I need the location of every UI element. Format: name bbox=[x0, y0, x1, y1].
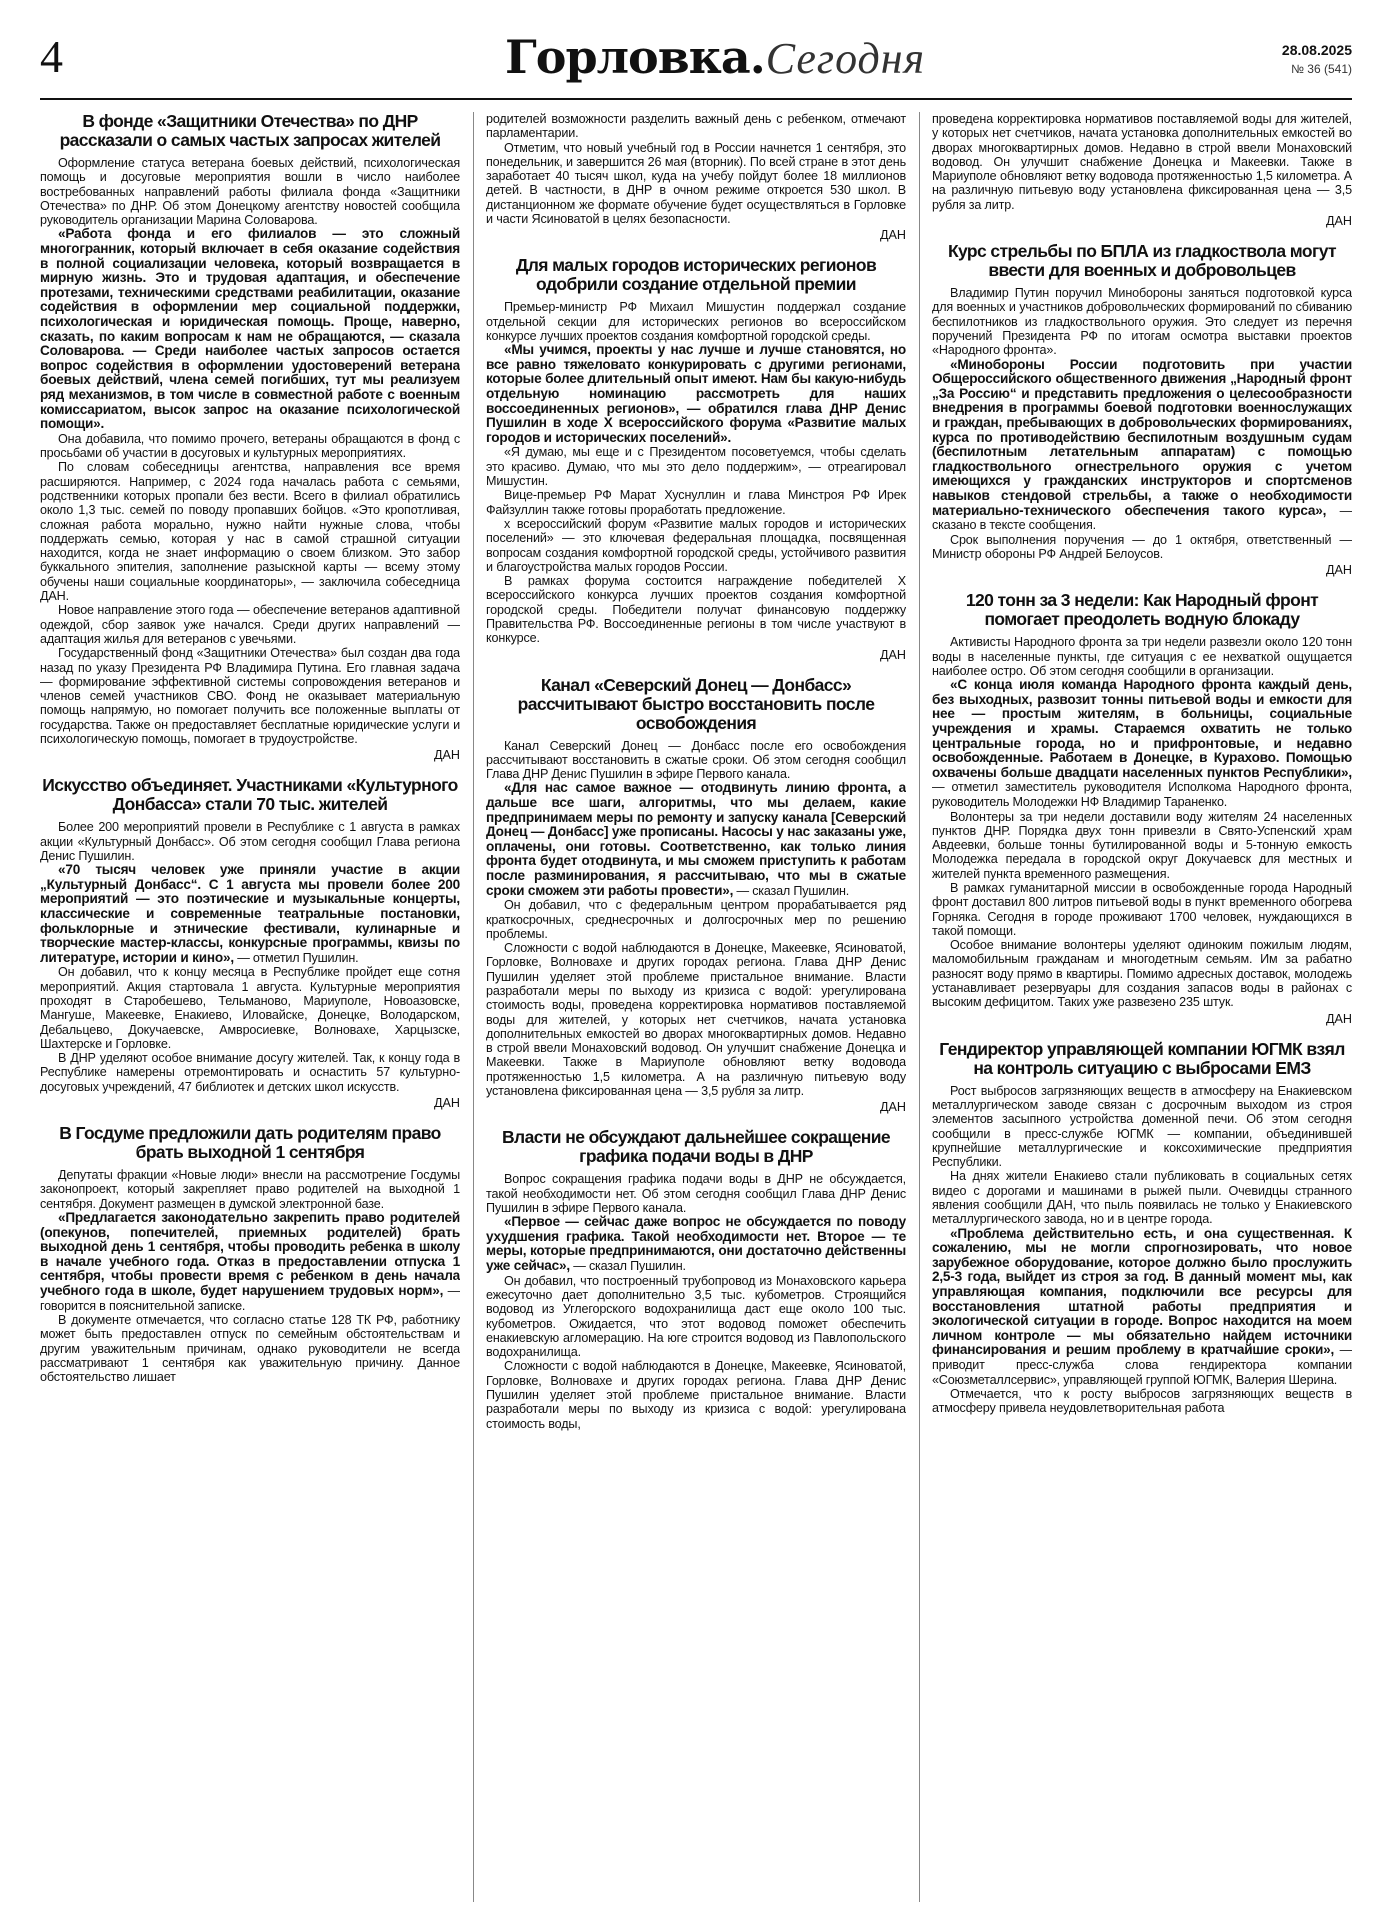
paragraph: Вице-премьер РФ Марат Хуснуллин и глава Минстроя РФ Ирек Файзуллин также готовы проработать предложение. bbox=[486, 488, 906, 517]
source-tag: ДАН bbox=[879, 228, 906, 243]
source-tag: ДАН bbox=[1325, 563, 1352, 578]
paragraph: родителей возможности разделить важный день с ребенком, отмечают парламентарии. bbox=[486, 112, 906, 141]
article-veterans-fund bbox=[40, 112, 460, 762]
paragraph: проведена корректировка нормативов поставляемой воды для жителей, у которых нет счетчиков, начата установка дополнительных емкостей во дворах многоквартирных домов. Недавно в строй ввели Монаховский водовод. Он улучшит снабжение Донецка и Макеевки. Также в Мариуполе обновляют ветку водовода протяженностью 1,5 километра. А на различную питьевую воду установлена фиксированная цена — 3,5 рубля за литр. bbox=[932, 112, 1352, 212]
quote-text: «Для нас самое важное — отодвинуть линию фронта, а дальше все шаги, алгоритмы, что мы делаем, какие предпринимаем меры по ремонту и запуску канала [Северский Донец — Донбасс] уже прописаны. Насосы у нас заказаны уже, оплачены, они готовы. Соответственно, как только линия фронта будет отодвинута, и мы сможем приступить к работам после разминирования, я рассчитываю, что мы в сжатые сроки сможем эти работы провести», bbox=[486, 780, 906, 898]
paragraph: Новое направление этого года — обеспечение ветеранов адаптивной одеждой, сбор заявок уже начался. Среди других направлений — адаптация жилья для ветеранов с увечьями. bbox=[40, 603, 460, 646]
title-main: Горловка bbox=[505, 30, 750, 84]
paragraph: Он добавил, что к концу месяца в Республике пройдет еще сотня мероприятий. Акция стартовала 1 августа. Культурные мероприятия проходят в Старобешево, Тельманово, Мариуполе, Новоазовске, Мангуше, Макеевке, Енакиево, Иловайске, Донецке, Володарском, Дебальцево, Докучаевске, Амвросиевке, Волновахе, Харцызске, Шахтерске и Горловке. bbox=[40, 965, 460, 1051]
title-dot: . bbox=[749, 30, 766, 84]
quote-text: «Минобороны России подготовить при участии Общероссийского общественного движения „Народный фронт „За Россию“ и представить предложения о целесообразности внедрения в программы боевой подготовки военнослужащих и граждан, пребывающих в добровольческих формированиях, курса по противодействию беспилотным воздушным судам (беспилотным летательным аппаратам) с помощью гладкоствольного огнестрельного оружия с учетом имеющихся у гражданских инструкторов и спортсменов навыков стендовой стрельбы, а также о необходимости материально-технического обеспечения такого курса», bbox=[932, 356, 1352, 518]
column-2 bbox=[486, 112, 906, 1902]
paragraph: «Я думаю, мы еще и с Президентом посоветуемся, чтобы сделать это красиво. Думаю, что мы это дело поддержим», — отреагировал Мишустин. bbox=[486, 445, 906, 489]
paragraph: В рамках гуманитарной миссии в освобожденные города Народный фронт доставил 800 литров питьевой воды в пункт временного обогрева Горняка. Сегодня в городе проживают 1700 человек, нуждающихся в такой помощи. bbox=[932, 881, 1352, 938]
quote-attribution: — говорится в пояснительной записке. bbox=[40, 1283, 460, 1313]
article-cultural-donbass bbox=[40, 776, 460, 1110]
quote-attribution: — отметил Пушилин. bbox=[233, 950, 359, 965]
source-tag: ДАН bbox=[433, 1096, 460, 1111]
paragraph: х всероссийский форум «Развитие малых городов и исторических поселений» — это ключевая федеральная площадка, посвященная вопросам создания комфортной городской среды, устойчивого развития и благоустройства малых городов России. bbox=[486, 516, 906, 574]
paragraph: В ДНР уделяют особое внимание досугу жителей. Так, к концу года в Республике намерены отремонтировать и оснастить 57 культурно-досуговых учреждений, 47 библиотек и детских школ искусств. bbox=[40, 1051, 460, 1094]
quote bbox=[40, 863, 460, 965]
masthead-rule bbox=[40, 98, 1352, 100]
article-title: Власти не обсуждают дальнейшее сокращение графика подачи воды в ДНР bbox=[502, 1127, 890, 1167]
article-water-delivery bbox=[932, 591, 1352, 1025]
article-title: Гендиректор управляющей компании ЮГМК взял на контроль ситуацию с выбросами ЕМЗ bbox=[939, 1038, 1345, 1078]
paragraph: Отметим, что новый учебный год в России начнется 1 сентября, это понедельник, и завершится 26 мая (вторник). По всей стране в этот день заработает 40 тысяч школ, куда на учебу пойдут более 18 миллионов детей. В частности, в ДНР в очном режиме откроется 530 школ. В дистанционном же формате обучение будет осуществляться в Горловке и части Ясиноватой в целях безопасности. bbox=[486, 140, 906, 227]
paragraph: Волонтеры за три недели доставили воду жителям 24 населенных пунктов ДНР. Порядка двух тонн привезли в Свято-Успенский храм Авдеевки, больше тонны бутилированной воды и 5-тонную емкость Молодежка передала в городской округ Докучаевск для местных и жителей пункта временного размещения. bbox=[932, 809, 1352, 881]
column-3 bbox=[932, 112, 1352, 1902]
issue-date: 28.08.2025 bbox=[1281, 42, 1352, 58]
quote: «Работа фонда и его филиалов — это сложный многогранник, который включает в себя оказание содействия в полной социализации человека, который возвращается в мирную жизнь. Это и трудовая адаптация, и обеспечение протезами, техническими средствами реабилитации, оказание содействия в оформлении мер социальной поддержки, психологическая и юридическая помощь. Проще, наверно, сказать, по каким вопросам к нам не обращаются, — сказала Соловарова. — Среди наиболее частых запросов остается вопрос содействия в оформлении удостоверений ветерана боевых действий, члена семей погибших, тут мы реализуем ряд механизмов, в том числе в совместной работе с военным комиссариатом, высок запрос на оказание психологической помощи». bbox=[40, 226, 460, 432]
issue-number: № 36 (541) bbox=[1291, 62, 1352, 76]
article-columns bbox=[40, 112, 1352, 1902]
quote-attribution: — сказал Пушилин. bbox=[569, 1259, 686, 1274]
article-title: Искусство объединяет. Участниками «Культурного Донбасса» стали 70 тыс. жителей bbox=[42, 775, 458, 815]
article-continuation bbox=[486, 112, 906, 242]
newspaper-title bbox=[505, 30, 925, 84]
column-divider bbox=[473, 112, 474, 1902]
paragraph: Сложности с водой наблюдаются в Донецке, Макеевке, Ясиноватой, Горловке, Волновахе и других городах региона. Глава ДНР Денис Пушилин уделяет этой проблеме пристальное внимание. Власти разработали меры по выходу из кризиса с водой: урегулирована стоимость воды, bbox=[486, 1359, 906, 1431]
paragraph: Особое внимание волонтеры уделяют одиноким пожилым людям, маломобильным гражданам и многодетным семьям. Им за рабатно разносят воду прямо в квартиры. Помимо адресных доставок, молодежь устанавливает резервуары для создания запасов воды в районах с высоким дефицитом. Таких уже развезено 235 штук. bbox=[932, 938, 1352, 1010]
source-tag: ДАН bbox=[433, 748, 460, 763]
quote-text: «Предлагается законодательно закрепить право родителей (опекунов, попечителей, приемных родителей) брать выходной день 1 сентября, чтобы проводить ребенка в школу в начале учебного года. Отказ в предоставлении отпуска 1 сентября, чтобы провести время с ребенком в день начала учебного года в школе, будет нарушением трудовых норм», bbox=[40, 1209, 460, 1298]
article-duma-day-off bbox=[40, 1124, 460, 1385]
article-title: В Госдуме предложили дать родителям право брать выходной 1 сентября bbox=[59, 1123, 441, 1163]
article-ugmk-emissions bbox=[932, 1040, 1352, 1416]
quote-attribution: — отметил заместитель руководителя Исполкома Народного фронта, руководитель Молодежки НФ Владимир Тараненко. bbox=[932, 780, 1352, 809]
paragraph: Вопрос сокращения графика подачи воды в ДНР не обсуждается, такой необходимости нет. Об этом сегодня сообщил Глава ДНР Денис Пушилин в эфире Первого канала. bbox=[486, 1172, 906, 1215]
masthead bbox=[40, 28, 1352, 100]
paragraph: По словам собеседницы агентства, направления все время расширяются. Например, с 2024 года началась работа с семьями, родственники которых пропали без вести. Всего в филиал обратились около 1,3 тыс. семей по поводу пропавших бойцов. «Это кропотливая, сложная работа морально, нужно найти нужные слова, чтобы поддержать семью, которая у нас в самой страшной ситуации находится, когда не знает информацию о своем близком. Это забор буккального эпителия, заполнение разыскной карты — всему этому обучены наши социальные координаторы», — заключила собеседница ДАН. bbox=[40, 460, 460, 604]
paragraph: Сложности с водой наблюдаются в Донецке, Макеевке, Ясиноватой, Горловке, Волновахе и других городах региона. Глава ДНР Денис Пушилин уделяет этой проблеме пристальное внимание. Власти разработали меры по выходу из кризиса с водой: урегулирована стоимость воды, проведена корректировка нормативов поставляемой воды для жителей, у которых нет счетчиков, начата установка дополнительных емкостей во дворах многоквартирных домов. Недавно в строй ввели Монаховский водовод. Он улучшит снабжение Донецка и Макеевки. Также в Мариуполе обновляют ветку водовода протяженностью 1,5 километра. А на различную питьевую воду установлена фиксированная цена — 3,5 рубля за литр. bbox=[486, 941, 906, 1099]
source-tag: ДАН bbox=[879, 1100, 906, 1115]
source-tag: ДАН bbox=[879, 647, 906, 662]
article-title: В фонде «Защитники Отечества» по ДНР рассказали о самых частых запросах жителей bbox=[59, 112, 441, 150]
paragraph: Владимир Путин поручил Минобороны заняться подготовкой курса для военных и участников добровольческих формирований по сбиванию беспилотников из гладкоствольного оружия. Это следует из перечня поручений Президента РФ по итогам осмотра выставки проектов «Народного фронта». bbox=[932, 286, 1352, 358]
paragraph: Она добавила, что помимо прочего, ветераны обращаются в фонд с просьбами об участии в досуговых и культурных мероприятиях. bbox=[40, 431, 460, 461]
quote bbox=[932, 358, 1352, 533]
paragraph: Он добавил, что построенный трубопровод из Монаховского карьера ежесуточно дает дополнительно 3,5 тыс. кубометров. Строящийся водовод из Углегорского водохранилища даст еще около 100 тыс. кубометров. Ожидается, что этот водовод поможет обеспечить енакиевскую агломерацию. На юге строится водовод из Павлопольского водохранилища. bbox=[486, 1273, 906, 1360]
quote-attribution: — сказано в тексте сообщения. bbox=[932, 503, 1352, 533]
paragraph: В рамках форума состоится награждение победителей X всероссийского конкурса лучших проектов создания комфортной городской среды. Победители получат финансовую поддержку Правительства РФ. Воссоединенные регионы в том числе участвуют в конкурсе. bbox=[486, 574, 906, 646]
quote-text: «Проблема действительно есть, и она существенная. К сожалению, мы не могли спрогнозировать, что новое зарубежное оборудование, которое должно было прослужить 2,5-3 года, выйдет из строя за год. В данный момент мы, как управляющая компания, подключили все ресурсы для восстановления штатной работы предприятия и экологической ситуации в городе. Вопрос находится на моем личном контроле — мы обязательно найдем источники финансирования и решим проблему в кратчайшие сроки», bbox=[932, 1225, 1352, 1358]
quote-text: «С конца июля команда Народного фронта каждый день, без выходных, развозит тонны питьевой воды и емкости для нее — простым жителям, в больницы, социальные учреждения и храмы. Стараемся охватить не только центральные города, но и прифронтовые, и недавно освобожденные. Работаем в Донецке, в Курахово. Помощью охвачены больше двадцати населенных пунктов Республики», bbox=[932, 677, 1352, 780]
paragraph: Канал Северский Донец — Донбасс после его освобождения рассчитывают восстановить в сжатые сроки. Об этом сегодня сообщил Глава ДНР Денис Пушилин в эфире Первого канала. bbox=[486, 738, 906, 782]
title-sub: Сегодня bbox=[765, 34, 926, 83]
quote bbox=[486, 781, 906, 898]
quote bbox=[486, 1215, 906, 1273]
paragraph: Депутаты фракции «Новые люди» внесли на рассмотрение Госдумы законопроект, который закрепляет право родителей на выходной 1 сентября. Документ размещен в думской электронной базе. bbox=[40, 1168, 460, 1211]
paragraph: Рост выбросов загрязняющих веществ в атмосферу на Енакиевском металлургическом заводе связан с досрочным выходом из строя элементов засыпного устройства доменной печи. Об этом сегодня сообщили в пресс-службе ЮГМК — компании, объединившей крупнейшие металлургические и коксохимические предприятия Республики. bbox=[932, 1083, 1352, 1170]
paragraph: На днях жители Енакиево стали публиковать в социальных сетях видео с дорогами и машинами в рыжей пыли. Очевидцы странного явления сообщили ДАН, что пыль появилась не только у Енакиевского металлургического завода, но и в центре города. bbox=[932, 1169, 1352, 1227]
page-number: 4 bbox=[40, 31, 63, 82]
article-title: 120 тонн за 3 недели: Как Народный фронт помогает преодолеть водную блокаду bbox=[965, 590, 1319, 630]
paragraph: Более 200 мероприятий провели в Республике с 1 августа в рамках акции «Культурный Донбасс». Об этом сегодня сообщил Глава региона Денис Пушилин. bbox=[40, 820, 460, 863]
column-1 bbox=[40, 112, 460, 1902]
quote-attribution: — приводит пресс-служба слова гендиректора компании «Союзметаллсервис», управляющей группой ЮГМК, Валерия Шерина. bbox=[932, 1343, 1352, 1387]
article-title: Для малых городов исторических регионов одобрили создание отдельной премии bbox=[515, 255, 877, 295]
source-tag: ДАН bbox=[1325, 214, 1352, 229]
article-small-towns bbox=[486, 256, 906, 661]
article-water-schedule bbox=[486, 1128, 906, 1431]
quote-text: «70 тысяч человек уже приняли участие в акции „Культурный Донбасс“. С 1 августа мы провели более 200 мероприятий — это поэтические и музыкальные концерты, классические и современные театральные постановки, фольклорные и этнические фестивали, кулинарные и творческие мастер-классы, конкурсные программы, квизы по литературе, истории и кино», bbox=[40, 862, 460, 965]
source-tag: ДАН bbox=[1325, 1011, 1352, 1026]
quote bbox=[40, 1211, 460, 1313]
column-divider bbox=[919, 112, 920, 1902]
paragraph: Отмечается, что к росту выбросов загрязняющих веществ в атмосферу привела неудовлетворительная работа bbox=[932, 1387, 1352, 1416]
paragraph: В документе отмечается, что согласно статье 128 ТК РФ, работнику может быть предоставлен отпуск по семейным обстоятельствам и другим уважительным причинам, однако руководители не всегда рассматривают 1 сентября как уважительную причину. Данное обстоятельство лишает bbox=[40, 1313, 460, 1385]
quote-attribution: — сказал Пушилин. bbox=[733, 883, 850, 898]
paragraph: Государственный фонд «Защитники Отечества» был создан два года назад по указу Президента РФ Владимира Путина. Его главная задача — формирование эффективной системы сопровождения ветеранов и членов семей участников СВО. Фонд не оказывает материальную помощь напрямую, но помогает получить все положенные выплаты от государства. Также он предоставляет бесплатные юридические услуги и психологическую помощь, помогает в трудоустройстве. bbox=[40, 646, 460, 747]
article-title: Курс стрельбы по БПЛА из гладкоствола могут ввести для военных и добровольцев bbox=[947, 241, 1337, 281]
article-continuation bbox=[932, 112, 1352, 228]
quote bbox=[932, 1227, 1352, 1388]
quote bbox=[932, 678, 1352, 809]
quote-text: «Первое — сейчас даже вопрос не обсуждается по поводу ухудшения графика. Такой необходимости нет. Второе — те меры, которые предпринимаются, они достаточно действенны уже сейчас», bbox=[486, 1214, 906, 1274]
article-drone-course bbox=[932, 242, 1352, 577]
paragraph: Активисты Народного фронта за три недели развезли около 120 тонн воды в населенные пункты, где ситуация с ее нехваткой ощущается наиболее остро. Об этом сегодня сообщили в организации. bbox=[932, 635, 1352, 678]
paragraph: Он добавил, что с федеральным центром прорабатывается ряд краткосрочных, среднесрочных и долгосрочных мер по решению проблемы. bbox=[486, 898, 906, 941]
paragraph: Срок выполнения поручения — до 1 октября, ответственный — Министр обороны РФ Андрей Белоусов. bbox=[932, 532, 1352, 561]
article-canal bbox=[486, 676, 906, 1115]
paragraph: Премьер-министр РФ Михаил Мишустин поддержал создание отдельной секции для исторических регионов во всероссийском конкурсе лучших проектов создания комфортной городской среды. bbox=[486, 300, 906, 343]
paragraph: Оформление статуса ветерана боевых действий, психологическая помощь и досуговые мероприятия вошли в число наиболее востребованных направлений работы филиала фонда «Защитники Отечества» по ДНР. Об этом Донецкому агентству новостей сообщила руководитель организации Марина Соловарова. bbox=[40, 156, 460, 228]
article-title: Канал «Северский Донец — Донбасс» рассчитывают быстро восстановить после освобождения bbox=[517, 674, 875, 733]
quote: «Мы учимся, проекты у нас лучше и лучше становятся, но все равно тяжеловато конкурировать с другими регионами, которые более длительный опыт имеют. Нам бы какую-нибудь отдельную номинацию рассмотреть для наших воссоединенных регионов», — обратился глава ДНР Денис Пушилин в ходе X всероссийского форума «Развитие малых городов и исторических поселений». bbox=[486, 342, 906, 445]
